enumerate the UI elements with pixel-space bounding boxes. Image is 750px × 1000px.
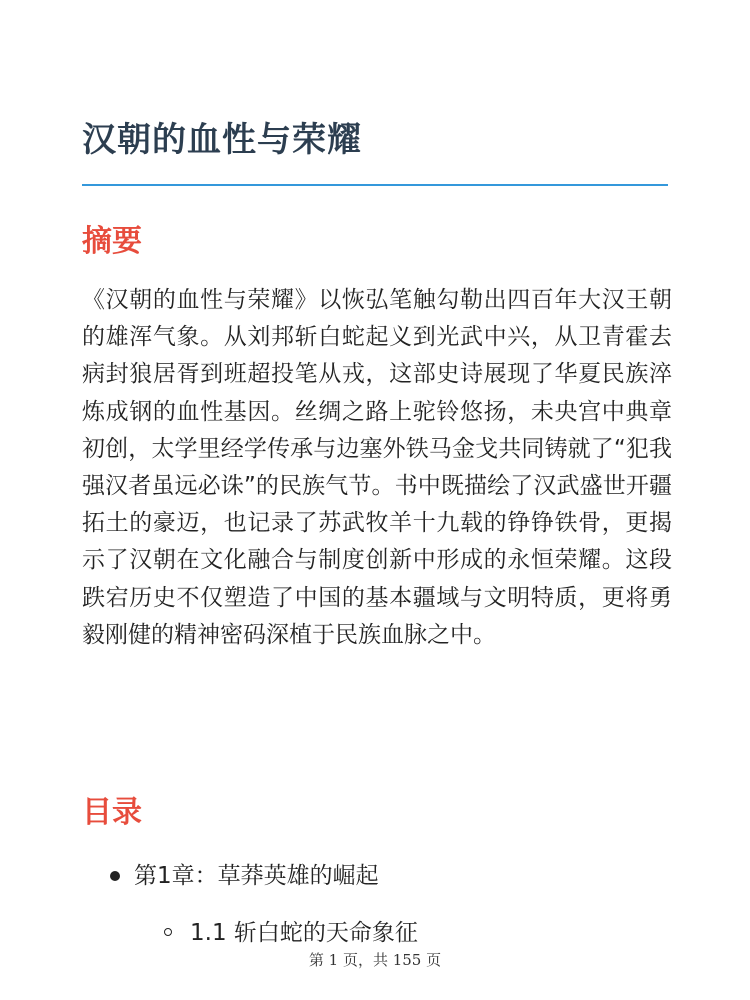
hollow-bullet-icon bbox=[164, 928, 172, 936]
toc-heading: 目录 bbox=[82, 795, 142, 830]
abstract-heading: 摘要 bbox=[82, 224, 142, 259]
abstract-paragraph: 《汉朝的血性与荣耀》以恢弘笔触勾勒出四百年大汉王朝的雄浑气象。从刘邦斩白蛇起义到光武中兴，从卫青霍去病封狼居胥到班超投笔从戎，这部史诗展现了华夏民族淬炼成钢的血性基因。丝绸之路上驼铃悠扬，未央宫中典章初创，太学里经学传承与边塞外铁马金戈共同铸就了“犯我强汉者虽远必诛”的民族气节。书中既描绘了汉武盛世开疆拓土的豪迈，也记录了苏武牧羊十九载的铮铮铁骨，更揭示了汉朝在文化融合与制度创新中形成的永恒荣耀。这段跌宕历史不仅塑造了中国的基本疆域与文明特质，更将勇毅刚健的精神密码深植于民族血脉之中。 bbox=[82, 287, 672, 648]
toc-item-chapter-1[interactable]: 第1章：草莽英雄的崛起 bbox=[134, 863, 379, 889]
filled-bullet-icon bbox=[110, 871, 120, 881]
title-divider bbox=[82, 184, 668, 186]
document-title: 汉朝的血性与荣耀 bbox=[82, 120, 362, 160]
toc-item-section-1-1[interactable]: 1.1 斩白蛇的天命象征 bbox=[190, 920, 418, 946]
page-footer: 第 1 页，共 155 页 bbox=[0, 950, 750, 970]
